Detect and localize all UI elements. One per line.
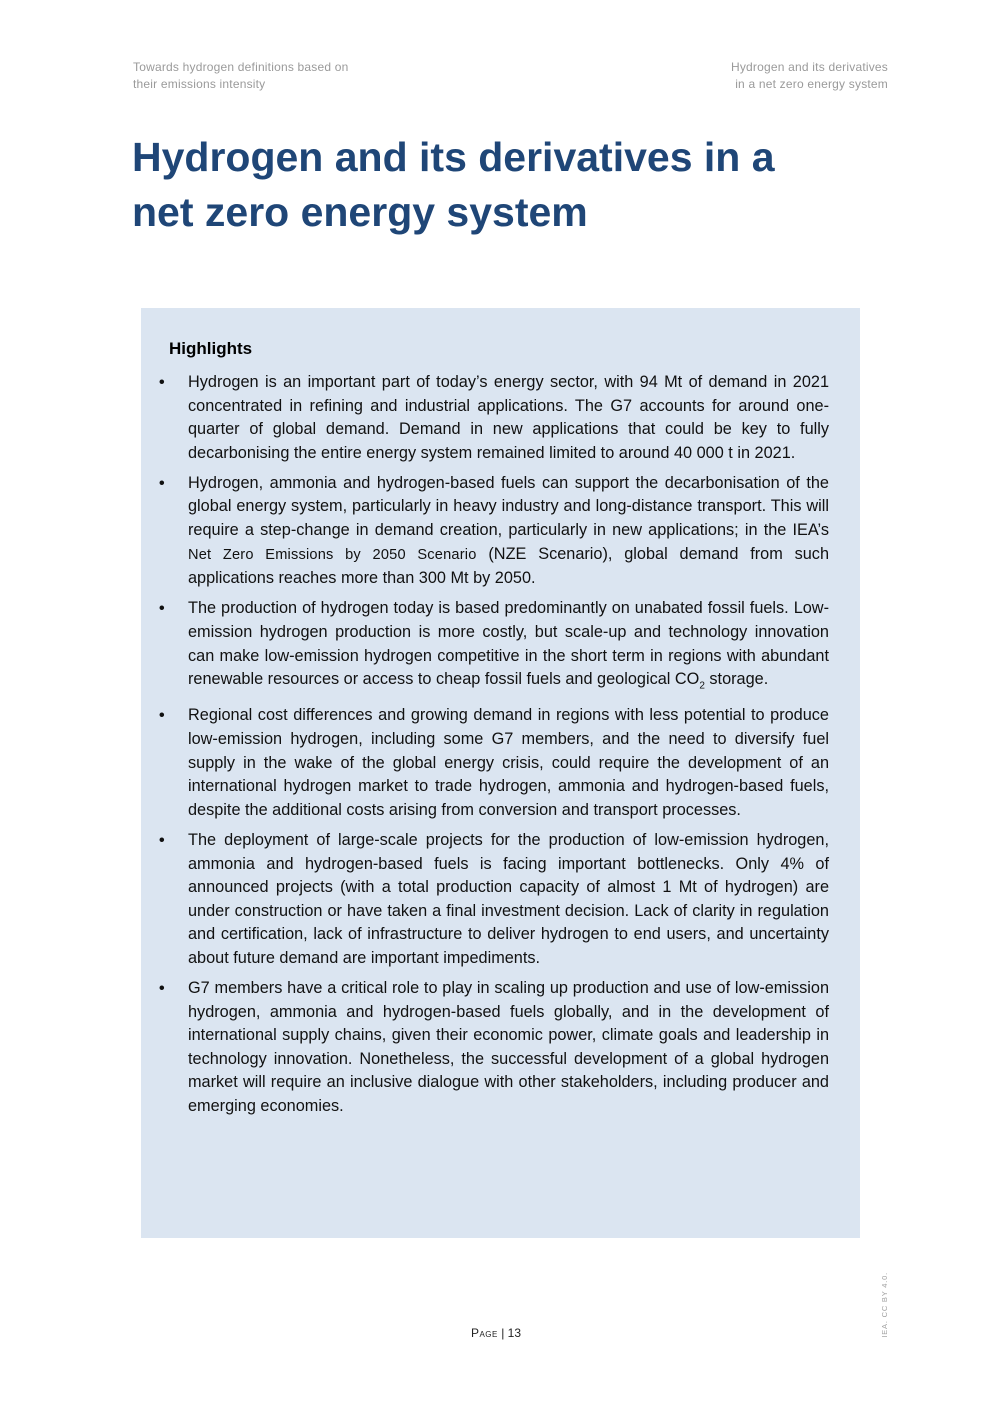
bullet-icon: • [159, 707, 165, 725]
bullet-icon: • [159, 474, 165, 492]
page-title-line-2: net zero energy system [132, 189, 588, 235]
page-separator: | [497, 1326, 508, 1340]
bullet-icon: • [159, 831, 165, 849]
running-header-left-line-1: Towards hydrogen definitions based on [133, 60, 349, 74]
running-header-left-line-2: their emissions intensity [133, 77, 266, 91]
list-item-text: Regional cost differences and growing demand in regions with less potential to produce low-emission hydrogen, including some G7 members, and the need to diversify fuel supply in the wake of the global energy crisis, could require the development of an international hydrogen market to trade hydrogen, ammonia and hydrogen-based fuels, despite the additional costs arising from conversion and transport processes. [188, 706, 829, 819]
running-header-right-line-1: Hydrogen and its derivatives [730, 60, 888, 74]
license-notice: IEA. CC BY 4.0. [880, 1272, 889, 1338]
page-label: Page [470, 1326, 498, 1340]
list-item [159, 371, 829, 465]
nze-scenario-link[interactable]: Net Zero Emissions by 2050 Scenario [188, 546, 477, 563]
bullet-icon: • [159, 980, 165, 997]
highlights-heading: Highlights [169, 339, 253, 358]
highlights-list [159, 371, 830, 1125]
list-item [159, 597, 829, 698]
page-title [132, 130, 852, 240]
bullet-icon: • [159, 600, 165, 618]
list-item [159, 829, 829, 971]
bullet-icon: • [159, 374, 165, 391]
running-header-right [731, 59, 888, 93]
highlights-box [141, 308, 860, 1238]
list-item [159, 977, 829, 1119]
list-item-text: Hydrogen is an important part of today’s energy sector, with 94 Mt of demand in 2021 concentrated in refining and industrial applications. The G7 accounts for around one-quarter of global demand. Demand in new applications that could be key to fully decarbonising the entire energy system remained limited to around 40 000 t in 2021. [188, 373, 829, 462]
page-number: 13 [507, 1326, 522, 1340]
list-item-text: (NZE Scenario), global demand from such applications reaches more than 300 Mt by 2050. [188, 544, 830, 588]
list-item-text: Hydrogen, ammonia and hydrogen-based fuels can support the decarbonisation of the global energy system, particularly in heavy industry and long-distance transport. This will require a step-change in demand creation, particularly in new applications; in the IEA’s [188, 473, 829, 540]
page-title-line-1: Hydrogen and its derivatives in a [132, 134, 775, 180]
running-header-right-line-2: in a net zero energy system [735, 77, 888, 91]
list-item-text: The deployment of large-scale projects for the production of low-emission hydrogen, ammonia and hydrogen-based fuels is facing important bottlenecks. Only 4% of announced projects (with a total production capacity of almost 1 Mt of hydrogen) are under construction or have taken a final investment decision. Lack of clarity in regulation and certification, lack of infrastructure to deliver hydrogen to end users, and uncertainty about future demand are important impediments. [188, 830, 829, 967]
running-header-left [133, 59, 349, 93]
list-item [159, 472, 830, 591]
page-number-footer [0, 1326, 992, 1340]
list-item-text: storage. [704, 670, 769, 689]
list-item-text: G7 members have a critical role to play in scaling up production and use of low-emission hydrogen, ammonia and hydrogen-based fuels globally, and in the development of international supply chains, given their economic power, climate goals and leadership in technology innovation. Nonetheless, the successful development of a global hydrogen market will require an inclusive dialogue with other stakeholders, including producer and emerging economies. [188, 979, 829, 1115]
co2-subscript: 2 [699, 680, 705, 692]
list-item [159, 704, 829, 822]
list-item-text: The production of hydrogen today is based predominantly on unabated fossil fuels. Low-emission hydrogen production is more costly, but scale-up and technology innovation can make low-emission hydrogen competitive in the short term in regions with abundant renewable resources or access to cheap fossil fuels and geological CO [188, 599, 829, 689]
